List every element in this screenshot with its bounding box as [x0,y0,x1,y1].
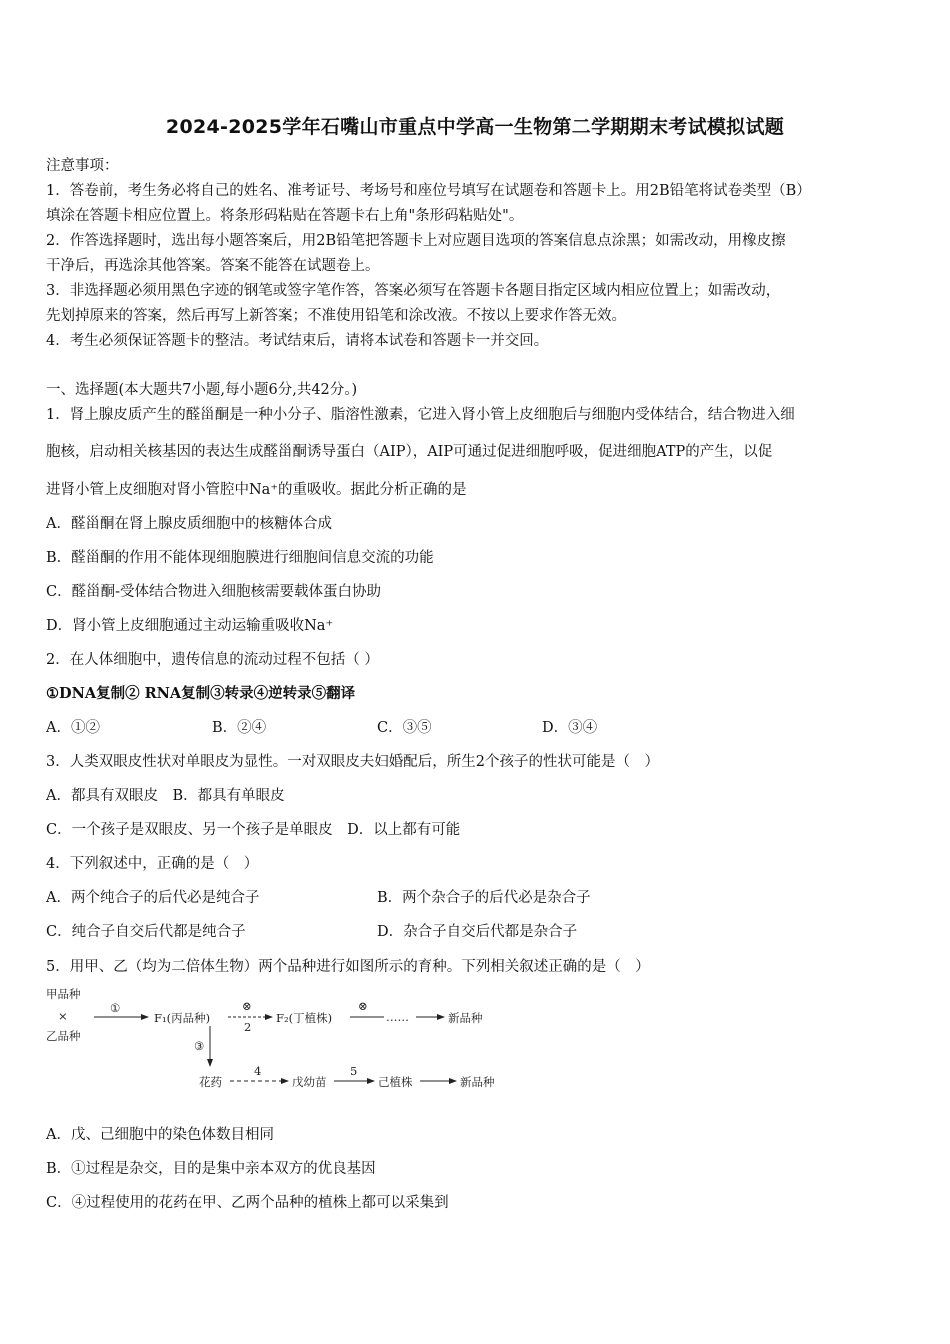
q1-stem-line: 1．肾上腺皮质产生的醛甾酮是一种小分子、脂溶性激素，它进入肾小管上皮细胞后与细胞内受体结合，结合物进入细 [46,407,795,423]
new-variety-label: 新品种 [448,1011,483,1025]
anther-label: 花药 [199,1075,222,1089]
step4-label: 4 [254,1064,262,1078]
q1-option-d: D．肾小管上皮细胞通过主动运输重吸收Na⁺ [46,618,334,634]
plant-label: 己植株 [378,1075,413,1089]
breeding-diagram [44,984,524,1094]
section-heading: 一、选择题(本大题共7小题,每小题6分,共42分。) [46,382,358,398]
q5-stem: 5．用甲、乙（均为二倍体生物）两个品种进行如图所示的育种。下列相关叙述正确的是（ ） [46,959,650,975]
q2-process-list: ①DNA复制② RNA复制③转录④逆转录⑤翻译 [46,685,356,702]
notice-line: 3．非选择题必须用黑色字迹的钢笔或签字笔作答，答案必须写在答题卡各题目指定区域内相应位置上；如需改动， [46,283,781,299]
q3-stem: 3．人类双眼皮性状对单眼皮为显性。一对双眼皮夫妇婚配后，所生2个孩子的性状可能是（ ） [46,754,659,770]
q2-stem: 2．在人体细胞中，遗传信息的流动过程不包括（ ） [46,652,379,668]
q3-options-ab: A．都具有双眼皮 B．都具有单眼皮 [46,788,285,804]
notice-line: 1．答卷前，考生务必将自己的姓名、准考证号、考场号和座位号填写在试题卷和答题卡上。用2B铅笔将试卷类型（B） [46,183,811,199]
q2-option-d: D．③④ [542,720,598,736]
notice-line: 2．作答选择题时，选出每小题答案后，用2B铅笔把答题卡上对应题目选项的答案信息点涂黑；如需改动，用橡皮擦 [46,233,786,249]
notice-line: 干净后，再选涂其他答案。答案不能答在试题卷上。 [46,258,380,274]
parent2-label: 乙品种 [46,1029,81,1043]
q2-option-a: A．①② [46,720,100,736]
notice-line: 填涂在答题卡相应位置上。将条形码粘贴在答题卡右上角"条形码粘贴处"。 [46,208,524,224]
q1-stem-line: 胞核，启动相关核基因的表达生成醛甾酮诱导蛋白（AIP），AIP可通过促进细胞呼吸，促进细胞ATP的产生，以促 [46,444,773,460]
q2-option-b: B．②④ [212,720,267,736]
notice-line: 4．考生必须保证答题卡的整洁。考试结束后，请将本试卷和答题卡一并交回。 [46,333,549,349]
q4-option-d: D．杂合子自交后代都是杂合子 [377,924,578,940]
q4-stem: 4．下列叙述中，正确的是（ ） [46,856,259,872]
q1-option-c: C．醛甾酮-受体结合物进入细胞核需要载体蛋白协助 [46,584,381,600]
q1-option-a: A．醛甾酮在肾上腺皮质细胞中的核糖体合成 [46,516,332,532]
q5-option-b: B．①过程是杂交，目的是集中亲本双方的优良基因 [46,1161,376,1177]
q3-options-cd: C．一个孩子是双眼皮、另一个孩子是单眼皮 D．以上都有可能 [46,822,461,838]
q5-option-a: A．戊、己细胞中的染色体数目相同 [46,1127,274,1143]
notice-line: 先划掉原来的答案，然后再写上新答案；不准使用铅笔和涂改液。不按以上要求作答无效。 [46,308,626,324]
self-cross-symbol: ⊗ [358,999,368,1013]
q2-option-c: C．③⑤ [377,720,432,736]
q4-option-a: A．两个纯合子的后代必是纯合子 [46,890,260,906]
f1-label: F₁(丙品种) [154,1011,211,1025]
dots: …… [386,1010,409,1024]
notice-heading: 注意事项： [46,158,119,174]
q4-option-b: B．两个杂合子的后代必是杂合子 [377,890,591,906]
parent1-label: 甲品种 [46,987,81,1001]
q4-option-c: C．纯合子自交后代都是纯合子 [46,924,246,940]
q5-option-c: C．④过程使用的花药在甲、乙两个品种的植株上都可以采集到 [46,1195,449,1211]
page-title: 2024-2025学年石嘴山市重点中学高一生物第二学期期末考试模拟试题 [165,116,785,138]
self-cross-symbol: ⊗ [242,999,252,1013]
new-variety-label: 新品种 [460,1075,495,1089]
step5-label: 5 [350,1064,358,1078]
q1-stem-line: 进肾小管上皮细胞对肾小管腔中Na⁺的重吸收。据此分析正确的是 [46,482,467,498]
step1-label: ① [110,1001,121,1015]
step2-label: 2 [244,1020,252,1034]
f2-label: F₂(丁植株) [276,1011,333,1025]
seedling-label: 戊幼苗 [292,1075,327,1089]
cross-symbol: × [58,1009,68,1023]
q1-option-b: B．醛甾酮的作用不能体现细胞膜进行细胞间信息交流的功能 [46,550,434,566]
step3-label: ③ [194,1039,205,1053]
